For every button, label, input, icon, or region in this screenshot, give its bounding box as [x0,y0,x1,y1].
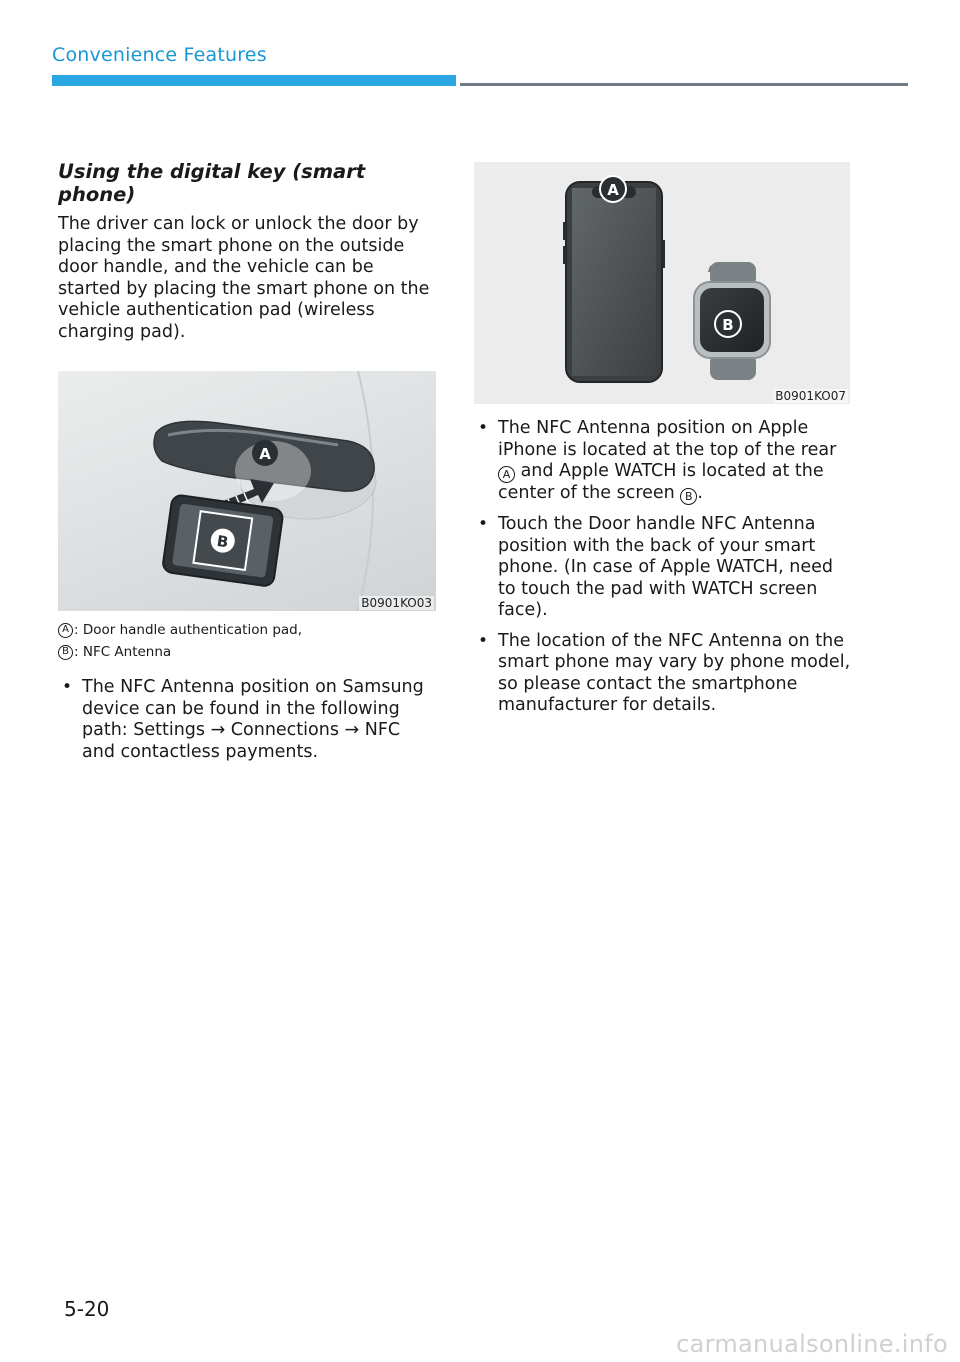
figure-code: B0901KO07 [775,389,846,403]
page-number: 5-20 [64,1297,110,1321]
bullet-dot: • [478,418,489,438]
list-item [58,677,438,763]
callout-b-label: B [722,316,734,334]
list-item-text: The NFC Antenna position on Samsung device can be found in the following path: Settings → Connections → NFC and contactless payments. [82,677,424,762]
list-item-text: and Apple WATCH is located at the center of the screen [498,461,824,503]
door-handle-illustration [58,371,436,611]
inline-letter-a: A [498,466,515,483]
legend-text: : Door handle authentication pad, [74,622,303,638]
watermark: carmanualsonline.info [676,1330,948,1358]
bullet-dot: • [478,514,489,534]
list-item-text: Touch the Door handle NFC Antenna position with the back of your smart phone. (In case of Apple WATCH, need to touch the pad with WATCH screen face). [498,514,833,620]
right-bullet-list [474,418,852,717]
legend-text: : NFC Antenna [74,644,172,660]
intro-paragraph: The driver can lock or unlock the door by placing the smart phone on the outside door handle, and the vehicle can be started by placing the smart phone on the vehicle authentication pad (wireless charging pad). [58,214,430,342]
left-bullet-list [58,677,438,763]
figure-legend [58,619,438,663]
legend-letter: A [58,623,73,638]
inline-letter-b: B [680,488,697,505]
legend-item [58,619,438,641]
legend-item [58,641,438,663]
list-item [474,514,852,622]
list-item-text: The location of the NFC Antenna on the smart phone may vary by phone model, so please contact the smartphone manufacturer for details. [498,630,851,715]
header-rule [460,83,908,86]
list-item-text: The NFC Antenna position on Apple iPhone is located at the top of the rear [498,418,837,460]
section-title: Using the digital key (smart phone) [58,160,366,206]
right-column [474,162,852,726]
callout-b-label: B [215,531,230,552]
bullet-dot: • [478,630,489,651]
section-header-title: Convenience Features [52,44,267,66]
door-handle-figure [58,371,436,611]
iphone-watch-figure [474,162,850,404]
callout-a-label: A [607,181,619,199]
list-item-text: . [697,483,703,503]
figure-code: B0901KO03 [361,596,432,610]
bullet-dot: • [62,677,73,697]
list-item [474,631,852,717]
iphone-watch-illustration [474,162,850,404]
list-item [474,418,852,505]
callout-a-label: A [259,445,271,463]
header-accent-bar [52,75,456,86]
left-column [58,160,438,772]
legend-letter: B [58,645,73,660]
